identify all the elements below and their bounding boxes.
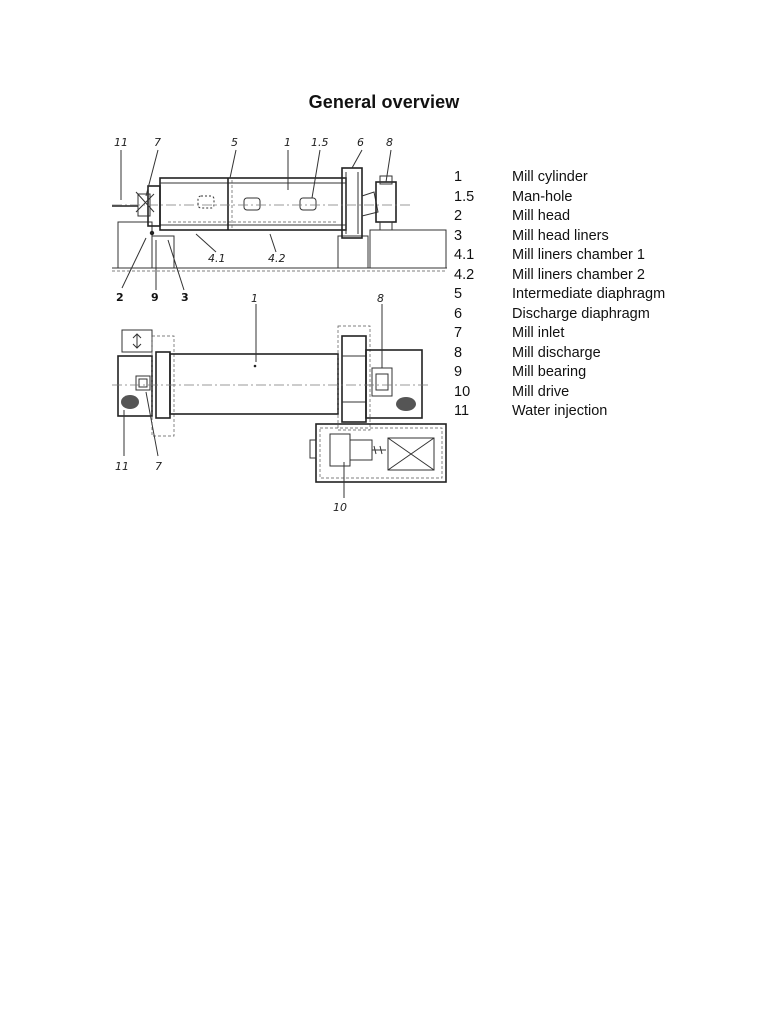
legend-number: 8	[454, 344, 463, 361]
legend-description: Man-hole	[512, 188, 573, 205]
mill-discharge-casing	[376, 182, 396, 222]
legend-number: 11	[454, 403, 470, 419]
legend-row	[454, 285, 665, 305]
label-3: 3	[181, 291, 189, 304]
gear-reducer	[350, 440, 372, 460]
legend-description: Intermediate diaphragm	[512, 286, 666, 302]
mill-head-liner-bolt	[150, 231, 154, 235]
leader-4-2	[270, 234, 276, 252]
legend-number: 4.1	[454, 247, 475, 263]
label-1: 1	[284, 136, 291, 149]
drive-motor-cross	[388, 438, 434, 470]
plan-label-7: 7	[155, 460, 162, 473]
man-hole-2	[300, 198, 316, 210]
legend-number: 1	[454, 169, 463, 185]
legend-row	[454, 383, 665, 403]
legend-number: 6	[454, 305, 463, 322]
leader-8	[386, 150, 391, 182]
discharge-outlet	[380, 222, 392, 230]
legend-row	[454, 324, 665, 344]
legend-description: Mill bearing	[512, 364, 587, 380]
discharge-chute-inner	[376, 374, 388, 390]
page-title: General overview	[308, 92, 460, 112]
inlet-motor-blob	[121, 395, 139, 409]
legend-row	[454, 246, 665, 266]
plan-label-10: 10	[333, 501, 347, 514]
label-8: 8	[386, 136, 393, 149]
drive-shaft	[372, 446, 386, 454]
inlet-chute	[136, 192, 154, 212]
legend-description: Mill drive	[512, 383, 570, 400]
plan-label-1: 1	[251, 292, 258, 305]
legend-number: 9	[454, 364, 463, 380]
water-injection-arrows	[133, 334, 141, 348]
mill-inlet-chute-inner	[139, 379, 147, 387]
legend-description: Discharge diaphragm	[512, 305, 650, 322]
label-9: 9	[151, 291, 159, 304]
legend-number: 1.5	[454, 188, 475, 205]
plan-label-8: 8	[377, 292, 384, 305]
legend-description: Mill head liners	[512, 227, 609, 244]
mill-cylinder-plan	[170, 354, 338, 414]
legend-number: 3	[454, 227, 463, 244]
legend-row	[454, 344, 665, 364]
discharge-foundation	[370, 230, 446, 268]
legend-row	[454, 266, 665, 286]
discharge-motor-blob	[396, 397, 416, 411]
legend-number: 10	[454, 383, 471, 400]
label-6: 6	[357, 136, 364, 149]
legend-description: Water injection	[512, 403, 608, 419]
man-hole-1	[244, 198, 260, 210]
legend-row	[454, 402, 665, 422]
pinion-gear	[330, 434, 350, 466]
legend-row	[454, 207, 665, 227]
plan-label-11: 11	[115, 460, 129, 473]
leader-7	[146, 150, 158, 196]
legend	[454, 168, 665, 422]
leader-2	[122, 238, 146, 288]
bearing-foundation-left	[152, 236, 174, 268]
label-5: 5	[231, 136, 238, 149]
man-hole-chamber-1	[198, 196, 214, 208]
leader-3	[168, 240, 184, 290]
legend-description: Mill cylinder	[512, 169, 588, 185]
legend-row	[454, 188, 665, 208]
legend-description: Mill discharge	[512, 344, 601, 361]
legend-row	[454, 227, 665, 247]
label-4-1: 4.1	[208, 252, 226, 265]
leader-4-1	[196, 234, 216, 252]
legend-number: 2	[454, 208, 463, 224]
legend-number: 7	[454, 325, 463, 341]
label-11: 11	[114, 136, 128, 149]
mill-inlet-chute	[136, 376, 150, 390]
leader-6	[352, 150, 362, 168]
discharge-chute	[372, 368, 392, 396]
legend-number: 5	[454, 286, 463, 302]
label-4-2: 4.2	[268, 252, 286, 265]
label-2: 2	[116, 291, 124, 304]
legend-row	[454, 305, 665, 325]
legend-description: Mill head	[512, 208, 571, 224]
label-7: 7	[154, 136, 161, 149]
label-1-5: 1.5	[311, 136, 329, 149]
legend-row	[454, 363, 665, 383]
leader-1-5	[312, 150, 320, 198]
plan-view	[112, 292, 446, 514]
legend-description: Mill liners chamber 1	[512, 247, 645, 263]
leader-5	[230, 150, 236, 178]
cylinder-mark	[254, 365, 257, 368]
legend-row	[454, 168, 665, 188]
bearing-foundation-right	[338, 236, 368, 268]
legend-description: Mill inlet	[512, 325, 565, 341]
legend-number: 4.2	[454, 266, 475, 283]
legend-description: Mill liners chamber 2	[512, 266, 645, 283]
mill-drive-housing	[316, 424, 446, 482]
girth-gear	[342, 336, 366, 422]
side-view	[112, 136, 447, 304]
drive-coupling	[310, 440, 316, 458]
